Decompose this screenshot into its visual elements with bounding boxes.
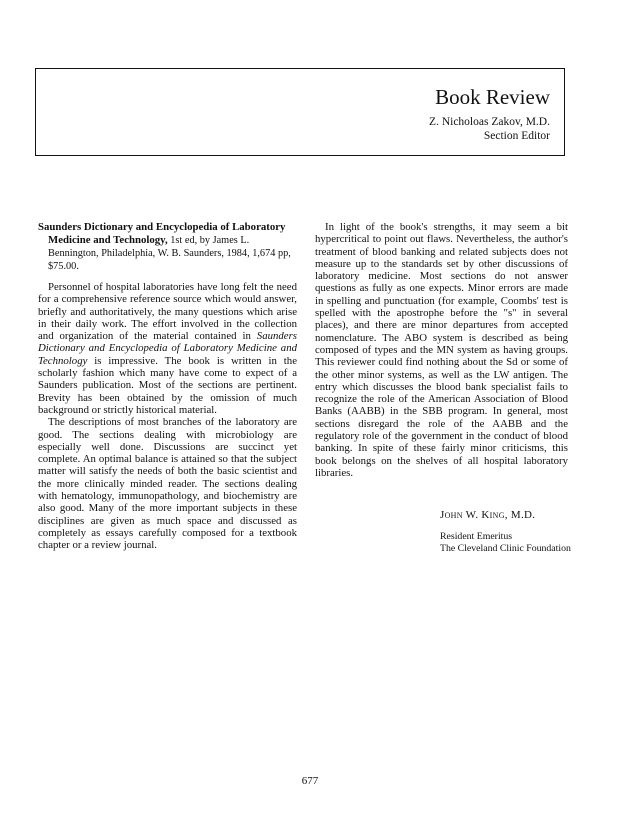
review-paragraph-2: The descriptions of most branches of the laboratory are good. The sections dealing with microbiology are especially well done. Discussions are succinct yet complete. An optimal balance is attained so that the subject matter will satisfy the needs of both the basic scientist and the more clinically minded reader. The sections dealing with hematology, immunopathology, and biochemistry are also good. Many of the more important subjects in these disciplines are given as much space and discussed as completely as essays carefully composed for a textbook chapter or a review journal. bbox=[38, 416, 297, 552]
left-column bbox=[38, 221, 297, 552]
section-editor-name: Z. Nicholoas Zakov, M.D. bbox=[429, 116, 550, 128]
section-title: Book Review bbox=[435, 85, 550, 109]
book-title-italic: Saunders Dictionary and Encyclopedia of Laboratory Medicine and Technology bbox=[38, 330, 297, 367]
reviewer-name: John W. King, M.D. bbox=[440, 509, 536, 521]
reviewer-title: Resident Emeritus bbox=[440, 531, 513, 542]
book-citation bbox=[38, 221, 297, 273]
review-text: is impressive. The book is written in the scholarly fashion which many have come to expect of a Saunders publication. Most of the sections are pertinent. Brevity has been obtained by the omission of much background or strictly historical material. bbox=[38, 354, 297, 416]
page-number: 677 bbox=[301, 775, 319, 787]
reviewer-signature bbox=[440, 508, 571, 555]
book-title: Saunders Dictionary and Encyclopedia of Laboratory Medicine and Technology, bbox=[38, 221, 286, 246]
right-column bbox=[315, 221, 568, 479]
book-details: 1st ed, by James L. Bennington, Philadelphia, W. B. Saunders, 1984, 1,674 pp, $75.00. bbox=[48, 235, 291, 272]
section-editor-role: Section Editor bbox=[483, 130, 550, 142]
section-header-box bbox=[35, 68, 565, 156]
review-text: Personnel of hospital laboratories have long felt the need for a comprehensive reference source which would answer, briefly and authoritatively, the many questions which arise in their daily work. The effort involved in the collection and organization of the material contained in bbox=[38, 281, 297, 343]
reviewer-institution: The Cleveland Clinic Foundation bbox=[440, 543, 571, 554]
review-paragraph-1 bbox=[38, 281, 297, 416]
review-paragraph-3: In light of the book's strengths, it may seem a bit hypercritical to point out flaws. Nevertheless, the author's treatment of blood banking and related subjects does not measure up to the standards set by other discussions of laboratory medicine. Most sections do not answer questions as fully as one expects. Minor errors are made in spelling and punctuation (for example, Coombs' test is spelled with the apostrophe before the "s" in several places), and there are minor departures from accepted nomenclature. The ABO system is described as being composed of types and the MN system as having groups. This reviewer could find nothing about the Sd or some of the other minor systems, as well as the LW antigen. The entry which discusses the blood bank specialist fails to recognize the role of the American Association of Blood Banks (AABB) in the SBB program. In general, most sections disregard the role of the AABB and the regulatory role of the government in the conduct of blood banking. In spite of these fairly minor criticisms, this book belongs on the shelves of all hospital laboratory libraries. bbox=[315, 221, 568, 479]
